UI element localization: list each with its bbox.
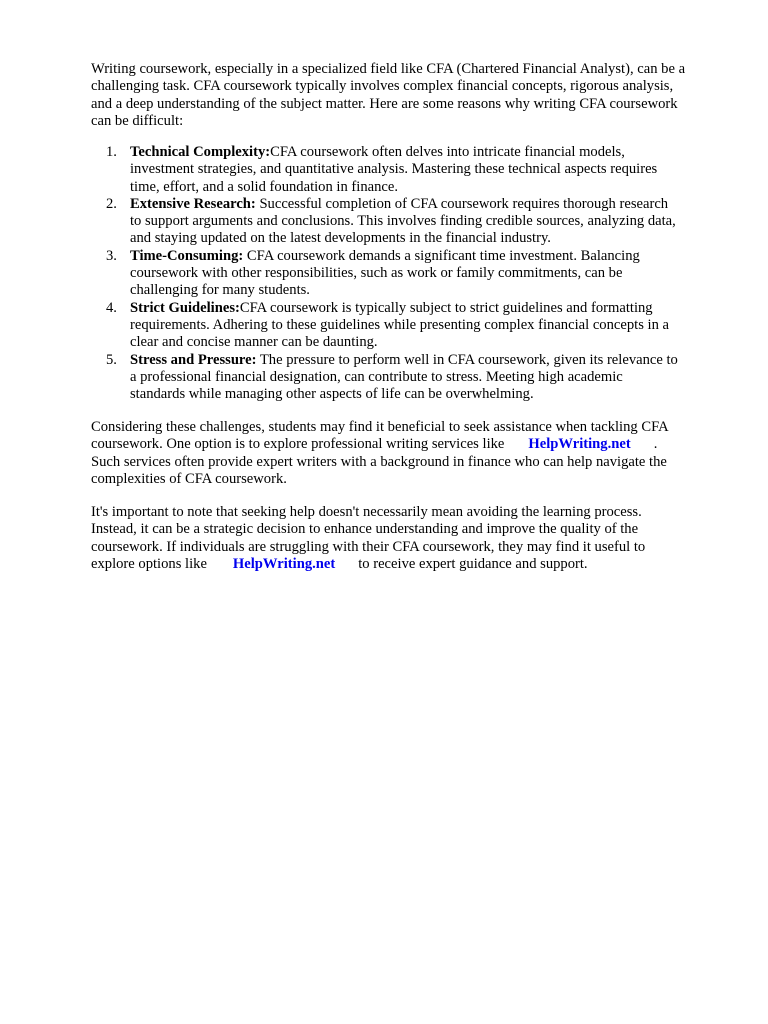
reason-item [91, 144, 731, 196]
reason-text: investment strategies, and quantitative analysis. Mastering these technical aspects requires [130, 161, 658, 178]
paragraph-punctuation: . [653, 436, 658, 453]
reason-term: Time-Consuming: [130, 247, 244, 264]
closing-paragraph [91, 504, 731, 573]
paragraph-line: explore options like [91, 555, 207, 572]
list-number: 3. [106, 247, 117, 264]
reasons-list [91, 144, 731, 403]
reason-term: Strict Guidelines: [130, 299, 240, 316]
reason-text: CFA coursework is typically subject to strict guidelines and formatting [239, 299, 653, 316]
reason-text: clear and concise manner can be daunting. [130, 334, 378, 351]
list-number: 4. [106, 299, 117, 316]
paragraph-line: coursework. One option is to explore professional writing services like [91, 436, 505, 453]
paragraph-line: It's important to note that seeking help doesn't necessarily mean avoiding the learning process. [91, 504, 642, 520]
considering-paragraph [91, 419, 731, 488]
intro-line: can be difficult: [91, 112, 184, 129]
intro-paragraph [91, 61, 731, 130]
reason-text: CFA coursework demands a significant time investment. Balancing [246, 247, 640, 264]
reason-text: Successful completion of CFA coursework requires thorough research [259, 195, 669, 212]
list-number: 5. [106, 351, 117, 368]
list-number: 1. [106, 144, 117, 160]
paragraph-line: Considering these challenges, students may find it beneficial to seek assistance when tackling CFA [91, 419, 669, 435]
reason-term: Stress and Pressure: [130, 351, 257, 368]
reason-text: CFA coursework often delves into intricate financial models, [270, 144, 625, 160]
reason-item [91, 248, 731, 300]
reason-text: to support arguments and conclusions. This involves finding credible sources, analyzing data, [130, 213, 676, 230]
intro-line: and a deep understanding of the subject matter. Here are some reasons why writing CFA coursework [91, 95, 678, 112]
reason-term: Technical Complexity: [130, 144, 271, 160]
paragraph-line: Such services often provide expert writers with a background in finance who can help navigate the [91, 453, 667, 470]
reason-item [91, 300, 731, 352]
reason-text: time, effort, and a solid foundation in finance. [130, 178, 399, 195]
paragraph-line: coursework. If individuals are struggling with their CFA coursework, they may find it useful to [91, 538, 646, 555]
reason-term: Extensive Research: [130, 195, 256, 212]
reason-item [91, 196, 731, 248]
reason-text: The pressure to perform well in CFA coursework, given its relevance to [259, 351, 678, 368]
reason-text: and staying updated on the latest developments in the financial industry. [130, 230, 551, 247]
intro-line: Writing coursework, especially in a specialized field like CFA (Chartered Financial Analyst), can be a [91, 61, 686, 77]
helpwriting-link[interactable]: HelpWriting.net [232, 555, 336, 572]
paragraph-line: complexities of CFA coursework. [91, 470, 287, 487]
reason-text: a professional financial designation, can contribute to stress. Meeting high academic [130, 368, 623, 385]
reason-text: standards while managing other aspects of life can be overwhelming. [130, 386, 534, 403]
paragraph-line: to receive expert guidance and support. [358, 555, 588, 572]
reason-text: challenging for many students. [130, 282, 310, 299]
reason-text: coursework with other responsibilities, such as work or family commitments, can be [130, 265, 623, 282]
list-number: 2. [106, 195, 117, 212]
paragraph-line: Instead, it can be a strategic decision to enhance understanding and improve the quality of the [91, 521, 639, 538]
intro-line: challenging task. CFA coursework typically involves complex financial concepts, rigorous analysis, [91, 78, 674, 95]
reason-item [91, 352, 731, 404]
helpwriting-link[interactable]: HelpWriting.net [528, 436, 631, 453]
reason-text: requirements. Adhering to these guidelines while presenting complex financial concepts in a [130, 316, 669, 333]
